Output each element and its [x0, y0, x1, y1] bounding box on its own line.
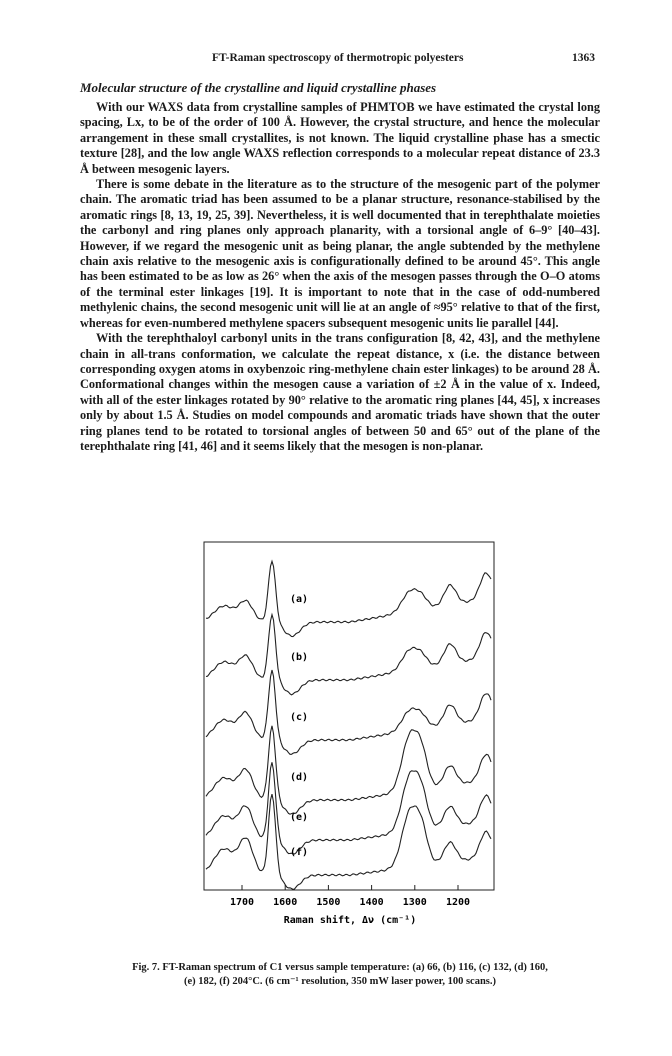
section-heading: Molecular structure of the crystalline and liquid crystalline phases	[80, 80, 437, 95]
running-header	[0, 52, 672, 68]
curve-label: (b)	[290, 652, 309, 663]
x-tick-label: 1600	[273, 897, 298, 908]
curve-label: (a)	[290, 594, 309, 605]
x-tick-label: 1500	[316, 897, 341, 908]
spectrum-curve	[206, 615, 491, 695]
figure-caption	[100, 961, 580, 988]
page-number: 1363	[572, 52, 595, 64]
raman-spectrum-figure	[200, 540, 500, 940]
curve-label: (e)	[290, 812, 309, 823]
running-title: FT-Raman spectroscopy of thermotropic polyesters	[212, 52, 464, 64]
x-tick-label: 1200	[445, 897, 471, 908]
x-tick-label: 1300	[402, 897, 427, 908]
paragraph-3: With the terephthaloyl carbonyl units in the trans configuration [8, 42, 43], and the methylene chain in all-trans conformation, we calculate the repeat distance, x (i.e. the distance between corresponding oxygen atoms in oxybenzoic ring-methylene chain ester linkages) to be around 28 Å. Conformational changes within the mesogen cause a variation of ±2 Å in the value of x. Indeed, with all of the ester linkages rotated by 90° relative to the aromatic ring planes [44, 45], x increases only by about 1.5 Å. Studies on model compounds and aromatic triads have shown that the outer ring planes tend to be rotated to torsional angles of between 50 and 65° out of the plane of the terephthalate ring [41, 46] and it seems likely that the mesogen is non-planar.	[80, 331, 600, 453]
x-axis-label: Raman shift, Δν (cm⁻¹)	[283, 915, 417, 926]
curve-label: (f)	[290, 847, 309, 858]
curve-label: (d)	[290, 772, 309, 783]
curve-label: (c)	[290, 712, 309, 723]
x-tick-label: 1400	[359, 897, 384, 908]
body-text	[80, 100, 600, 454]
spectrum-plot	[200, 540, 500, 940]
plot-frame	[204, 542, 494, 890]
caption-line-2: (e) 182, (f) 204°C. (6 cm⁻¹ resolution, 350 mW laser power, 100 scans.)	[183, 975, 496, 987]
paragraph-2: There is some debate in the literature as to the structure of the mesogenic part of the polymer chain. The aromatic triad has been assumed to be a planar structure, resonance-stabilised by the aromatic rings [8, 13, 19, 25, 39]. Nevertheless, it is well documented that in terephthalate moieties the carbonyl and ring planes only approach planarity, with a torsional angle of 6–9° [40–43]. However, if we regard the mesogenic unit as being planar, the angle subtended by the methylene chain axis relative to the mesogenic axis is configurationally defined to be around 45°. This angle has been estimated to be as low as 26° when the axis of the mesogen passes through the O–O atoms of the terminal ester linkages [19]. It is important to note that in the case of odd-numbered methylenic chains, the second mesogenic unit will lie at an angle of ≈95° relative to that of the first, whereas for even-numbered methylene spacers subsequent mesogenic units lie parallel [44].	[80, 177, 600, 330]
x-tick-label: 1700	[229, 897, 255, 908]
caption-line-1: Fig. 7. FT-Raman spectrum of C1 versus sample temperature: (a) 66, (b) 116, (c) 132, (d) 160,	[132, 962, 548, 973]
spectrum-curve	[206, 561, 491, 636]
spectrum-curve	[206, 670, 491, 754]
paragraph-1: With our WAXS data from crystalline samples of PHMTOB we have estimated the crystal long spacing, Lx, to be of the order of 100 Å. However, the crystal structure, and hence the molecular arrangement in these small crystallites, is not known. The liquid crystalline phase has a smectic texture [28], and the low angle WAXS reflection corresponds to a molecular repeat distance of 23.3 Å between mesogenic layers.	[80, 100, 600, 176]
